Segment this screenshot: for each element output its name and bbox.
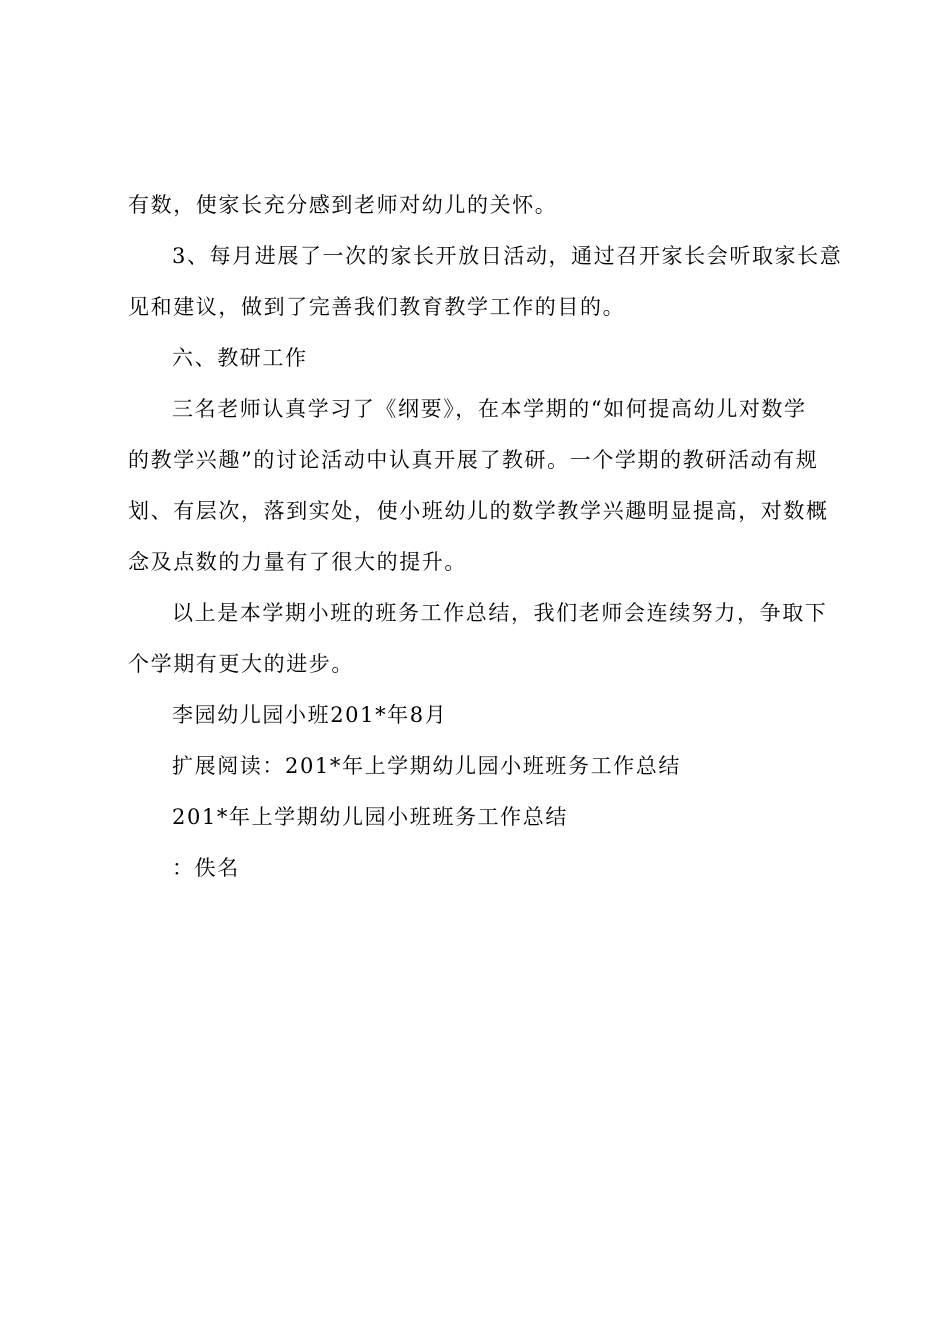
paragraph-line: 划、有层次，落到实处，使小班幼儿的数学教学兴趣明显提高，对数概 <box>128 499 829 523</box>
paragraph-line: 个学期有更大的进步。 <box>128 652 354 676</box>
paragraph-line: 以上是本学期小班的班务工作总结，我们老师会连续努力，争取下 <box>172 601 828 625</box>
article-title: 201*年上学期幼儿园小班班务工作总结 <box>172 805 568 829</box>
paragraph-line: 三名老师认真学习了《纲要》，在本学期的“如何提高幼儿对数学 <box>172 397 807 421</box>
paragraph-line: 3、每月进展了一次的家长开放日活动，通过召开家长会听取家长意 <box>172 244 843 268</box>
paragraph-line: 有数，使家长充分感到老师对幼儿的关怀。 <box>128 193 558 217</box>
author-line: ：佚名 <box>172 856 240 880</box>
paragraph-line: 的教学兴趣”的讨论活动中认真开展了教研。一个学期的教研活动有规 <box>128 448 819 472</box>
paragraph-line: 念及点数的力量有了很大的提升。 <box>128 550 467 574</box>
section-heading: 六、教研工作 <box>172 346 308 370</box>
signature-line: 李园幼儿园小班201*年8月 <box>172 703 448 727</box>
extended-reading-line: 扩展阅读：201*年上学期幼儿园小班班务工作总结 <box>172 754 681 778</box>
paragraph-line: 见和建议，做到了完善我们教育教学工作的目的。 <box>128 295 626 319</box>
